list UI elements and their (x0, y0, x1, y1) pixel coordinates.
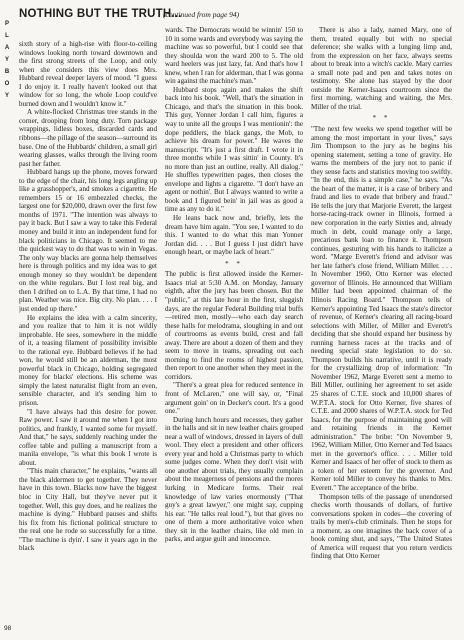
paragraph: "The next few weeks we spend together will be among the most important in your lives," says Jim Thompson to the jury as he begins his opening statement, setting a tone of gravity. He warns the members of the jury not to panic if they sense facts and statistics moving too swiftly. "In the end, this is a simple case," he says. "As the heart of the matter, it is a case of bribery and fraud and lies to evade that bribery and fraud." He tells the jury that Marjorie Everett, the largest horse-racing-track owner in Illinois, formed a new corporation in the early Sixties and, already much in debt, could manage only a large, precarious bank loan to finance it. Thompson continues, gesturing with his hands to italicize a word. "Marge Everett's friend and advisor was her late father's close friend, William Miller. . . . In November 1960, Otto Kerner was elected governor of Illinois. He announced that William Miller had been appointed chairman of the Illinois Racing Board." Thompson tells of Kerner's appointing Ted Isaacs the state's director of revenue, of Kerner's clearing all racing-board selections with Miller, of Miller and Everett's deciding that she should expand her business by running harness races at the tracks and of needing special state legislation to do so. Thompson builds his narrative, until it is ready for the crystallizing drop of information: "In November 1962, Marge Everett sent a memo to Bill Miller, outlining her agreement to set aside 25 shares of C.T.E. stock and 10,000 shares of W.P.T.A. stock for Otto Kerner, five shares of C.T.E. and 2000 shares of W.P.T.A. stock for Ted Isaacs, for the purpose of maintaining good will and retaining friends in the Kerner administration." The bribe: "On November 9, 1962, William Miller, Otto Kerner and Ted Isaacs met in the governor's office. . . . Miller told Kerner and Isaacs of her offer of stock to them as a token of her esteem for the governor. And Kerner told Miller to convey his thanks to Mrs. Everett." The acceptance of the bribe. (311, 125, 452, 492)
paragraph: Hubbard stops again and makes the shift back into his book. "Well, that's the situation in Chicago, and that's the situation in this book. This guy, Yonner Jordan I call him, figures a way to unite all the groups I was mentionin': the dope peddlers, the black gangs, the Mob, to achieve his dream for power." He waves the manuscript. "It's just a first draft. I wrote it in three months while I was sittin' in County. It's no more than just an outline, really. All dialog." He shuffles typewritten pages, then closes the envelope and lights a cigarette. "I don't have an agent or nothin'. But I always wanted to write a book and I figured bein' in jail was as good a time as any to do it." (165, 85, 303, 214)
section-separator: * * (372, 114, 391, 123)
continued-note: (continued from page 94) (163, 9, 240, 19)
paragraph: Hubbard hangs up the phone, moves forward to the edge of the chair, his long legs angling up like a grasshopper's, and smokes a cigarette. He remembers 15 or 16 embezzled checks, the largest one for $20,000, drawn over the first few months of 1971. "The intention was always to pay it back. But I saw a way to take this Federal money and build it into an independent fund for black politicians in Chicago. It seemed to me the quickest way to do that was to win in Vegas. The only way blacks are gonna help themselves here is through politics and my idea was to get enough money so they wouldn't be dependent on the white regulars. But I lost real big, and then I drifted on to L.A. By that time, I had no plan. Weather was nice. Big city. No plan. . . . I just ended up there." (19, 168, 157, 313)
rail-letter: B (4, 69, 10, 75)
paragraph: The public is first allowed inside the Kerner-Isaacs trial at 5:30 A.M. on Monday, January eighth, after the jury has been chosen. But the "public," at this late hour in the first, sluggish days, are the regular Federal Building trial buffs—retired men, mostly—who each day search these halls for melodrama, sloughing in and out of courtrooms as events build, crest and fall away. There are about a dozen of them and they seem to move in teams, spreading out each morning to find the rooms of highest passion, then report to one another when they meet in the corridors. (165, 270, 303, 381)
text-column-1 (19, 40, 157, 630)
text-column-2 (165, 26, 303, 630)
rail-letter: Y (4, 57, 9, 63)
paragraph: wards. The Democrats would be winnin' 150 to 10 in some wards and everybody was saying the machine was so powerful, but I could see that they shoulda won the ward 200 to 5. The old ward heelers was just lazy, fat. And that's how I knew, when I ran for alderman, that I was gonna win against the machine's man." (165, 26, 303, 86)
paragraph: There is also a lady, named Mary, one of them, treated equally but with no special deference; she walks with a lunging limp and, from the expression on her face, always seems about to break into a witch's cackle. Mary carries a small note pad and pen and takes notes on testimony. She alone has stayed by the door outside the Kerner-Isaacs courtroom since the first morning, watching and waiting, the Mrs. Miller of the trial. (311, 26, 452, 111)
paragraph: During lunch hours and recesses, they gather in the halls and sit in new leather chairs grouped near a wall of windows, dressed in layers of dull wool. They elect a president and other officers every year and hold a Christmas party to which some judges come. When they don't visit with one another about trials, they usually complain about the meagerness of pensions and the mores lurking in Medicare forms. Their real knowledge of law varies enormously ("That guy's a great lawyer," one might say, cupping his ear. "He talks real loud."), but that gives no one of them a more authoritative voice when they sit in the leather chairs, like old men in parks, and argue guilt and innocence. (165, 415, 303, 544)
rail-letter: Y (4, 93, 9, 99)
article-headline: NOTHING BUT THE TRUTH... (19, 8, 182, 20)
paragraph: sixth story of a high-rise with floor-to-ceiling windows looking north toward downtown and the first strong streets of the Loop, and only when she considers this view does Mrs. Hubbard reveal deeper layers of mood. "I guess I do enjoy it. I really haven't looked out that window for so long, the whole Loop could've burned down and I wouldn't know it." (19, 40, 157, 108)
page-number: 98 (4, 625, 12, 632)
rail-letter: A (4, 45, 10, 51)
magazine-name-rail (2, 20, 12, 100)
text-column-3 (311, 26, 452, 630)
paragraph: "I have always had this desire for power. Raw power. I saw it around me when I got into politics, and frankly, I wanted some for myself. And that," he says, suddenly reaching under the coffee table and pulling a manuscript from a manila envelope, "is what this book I wrote is about. (19, 407, 157, 467)
paragraph: "There's a great plea for reduced sentence in front of McLaren," one will say, or, "Final argument goin' on in Decker's court. It's a good one." (165, 381, 303, 416)
paragraph: He leans back now and, briefly, lets the dream have him again. "You see, I wanted to do this. I wanted to do what this man Yonner Jordan did. . . . But I guess I just didn't have enough heart, or maybe lack of heart." (165, 214, 303, 257)
rail-letter: O (4, 81, 10, 87)
paragraph: He explains the idea with a calm sincerity, and you realize that to him it is not wildly improbable. He sees, somewhere in the middle of it, a teasing filament of possibility invisible to the rational eye. Hubbard believes if he had won, he would still be an alderman, the most powerful black in Chicago, holding segregated money for blacks' elections. His scheme was simply the latest naturalist flight from an even, sensible character, and it's sending him to prison. (19, 313, 157, 407)
rail-letter: P (4, 21, 9, 27)
section-separator: * * (225, 259, 243, 268)
paragraph: "This main character," he explains, "wants all the black aldermen to get together. They never have in this town. Blacks now have the biggest bloc in City Hall, but they've never put it together. Well, this guy does, and he realizes the machine is dying." Hubbard pauses and shifts his fix from his fictional political structure to the real one he rode so successfully for a time. "The machine is dyin'. I saw it years ago in the black (19, 467, 157, 553)
paragraph: A white-flocked Christmas tree stands in the corner, drooping from long duty. Torn package wrappings, lidless boxes, discarded cards and ribbons—the pillage of the season—surround its base. One of the Hubbards' children, a small girl wearing glasses, walks through the living room past her father. (19, 108, 157, 168)
rail-letter: L (5, 33, 9, 39)
paragraph: Thompson tells of the passage of unendorsed checks worth thousands of dollars, of furtive conversations spoken in codes—the covering of trails by men's-club criminals. Then he stops for a moment, as one imagines the back cover of a book coming shut, and says, "The United States of America will request that you return verdicts finding that Otto Kerner (311, 492, 452, 561)
